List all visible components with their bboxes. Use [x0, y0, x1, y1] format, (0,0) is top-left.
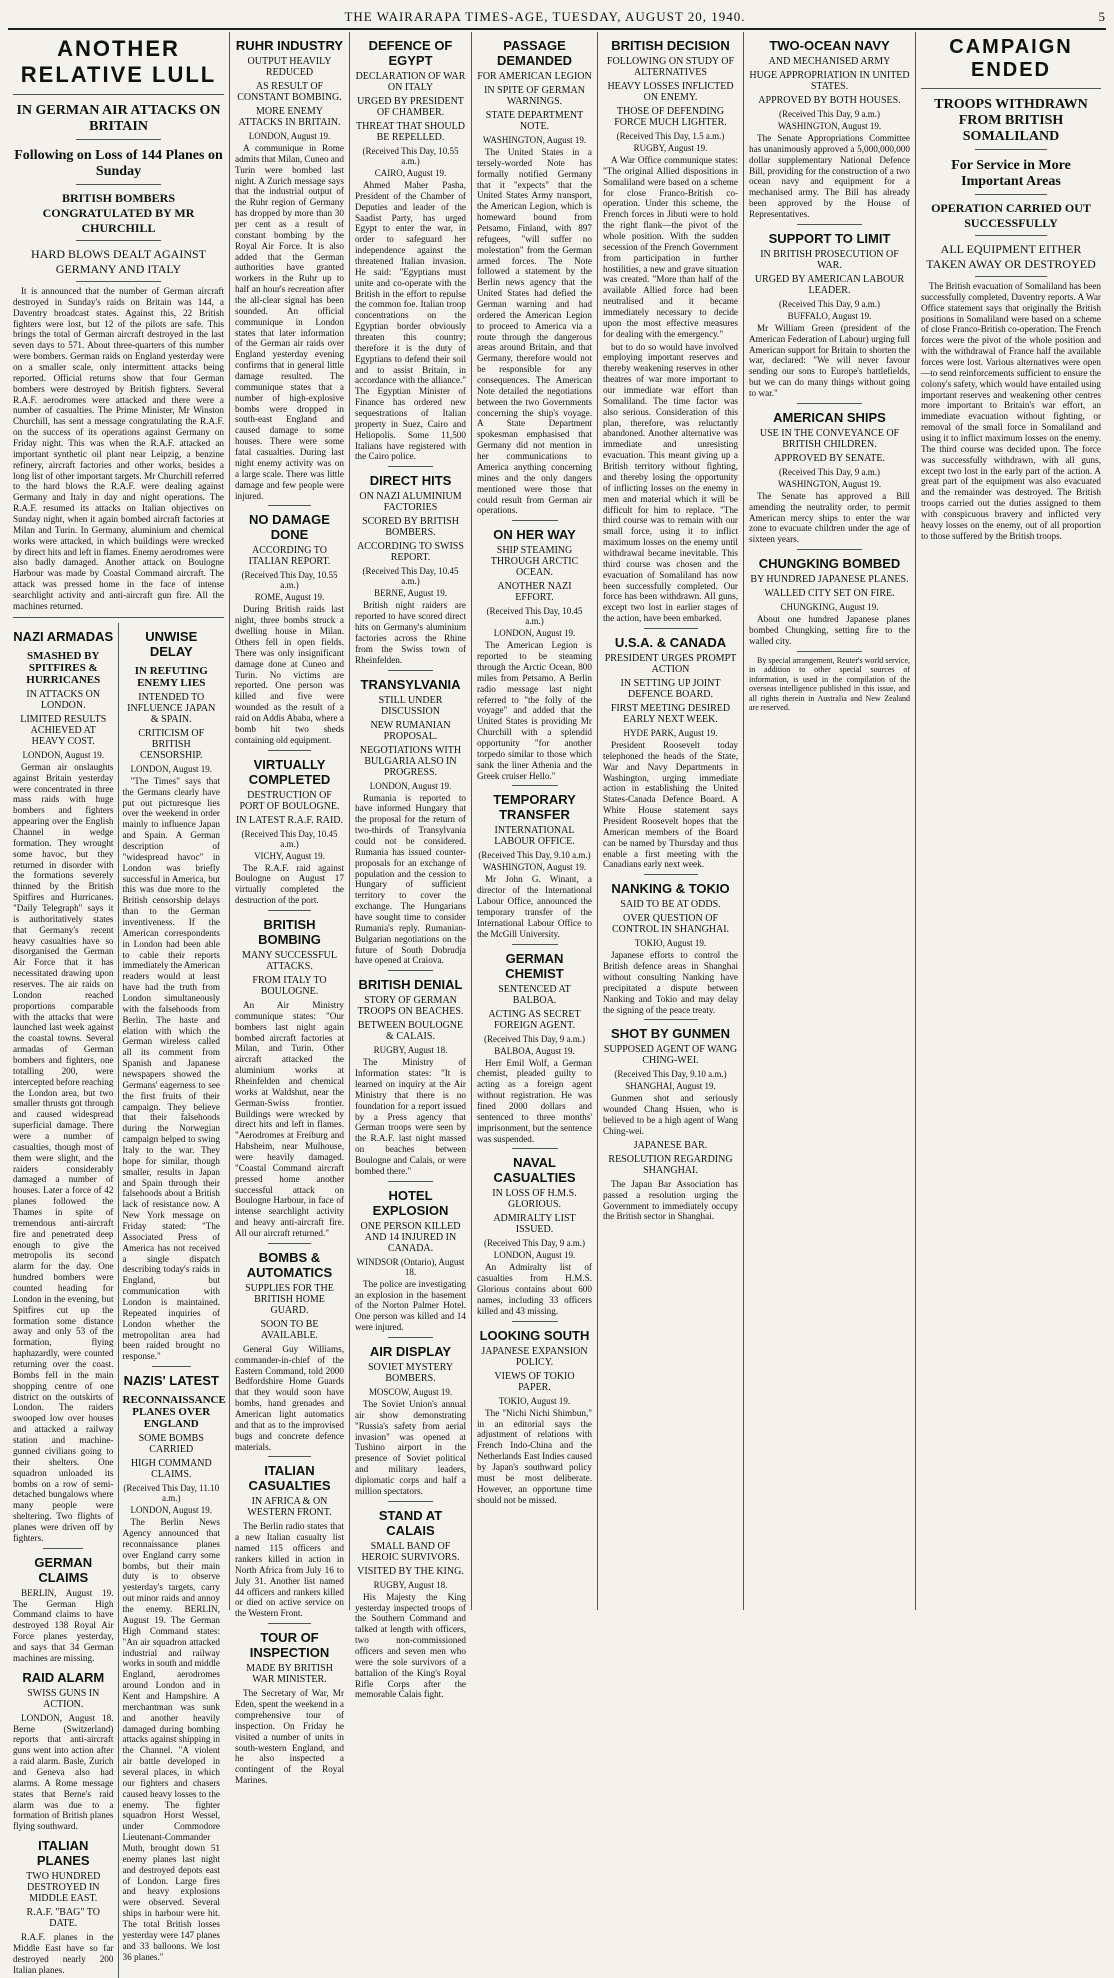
article-body: LONDON, August 18. Berne (Switzerland) reports that anti-aircraft guns went into action after a raid alarm. Basle, Zurich and Geneva also had alarms. A Rome message states that Berne's raid alarm was due to a formation of British planes flying southward.	[13, 1712, 114, 1832]
dateline: MOSCOW, August 19.	[368, 1387, 453, 1397]
subhead: INTERNATIONAL LABOUR OFFICE.	[494, 825, 575, 848]
subhead: ACCORDING TO SWISS REPORT.	[357, 541, 464, 564]
dateline: (Received This Day, 10.45 a.m.)	[241, 828, 338, 849]
subhead: THOSE OF DEFENDING FORCE MUCH LIGHTER.	[614, 106, 727, 128]
dateline: VICHY, August 19.	[254, 850, 325, 861]
subhead: DESTRUCTION OF PORT OF BOULOGNE.	[239, 789, 340, 812]
subhead: DECLARATION OF WAR ON ITALY	[355, 71, 466, 93]
article-body: The Secretary of War, Mr Eden, spent the weekend in a comprehensive tour of inspection. On Friday he visited a number of units in south-western England, and he also inspected a contingent of the Royal Marines.	[235, 1688, 344, 1786]
column-1	[8, 32, 230, 1975]
dateline: WASHINGTON, August 19.	[777, 121, 882, 131]
subhead: R.A.F. "BAG" TO DATE.	[26, 1907, 100, 1930]
subhead: STILL UNDER DISCUSSION	[378, 694, 443, 717]
subhead: INTENDED TO INFLUENCE JAPAN & SPAIN.	[127, 691, 216, 725]
headline: NAZIS' LATEST	[123, 1373, 219, 1389]
dateline: CAIRO, August 19.	[374, 168, 447, 178]
subhead: ALL EQUIPMENT EITHER TAKEN AWAY OR DESTROYED	[926, 242, 1096, 271]
dateline: BUFFALO, August 19.	[787, 310, 872, 321]
article-body: British night raiders are reported to have scored direct hits on Germany's aluminium factories across the Rhine from the Swiss town of Rheinfelden.	[355, 600, 466, 665]
headline: TWO-OCEAN NAVY	[769, 38, 890, 53]
subhead: ACCORDING TO ITALIAN REPORT.	[248, 545, 331, 568]
subhead: SMASHED BY SPITFIRES & HURRICANES	[26, 649, 101, 686]
dateline: (Received This Day, 1.5 a.m.)	[616, 131, 725, 141]
subhead: VIEWS OF TOKIO PAPER.	[494, 1370, 575, 1393]
subhead: MANY SUCCESSFUL ATTACKS.	[242, 949, 337, 972]
headline: NO DAMAGE DONE	[249, 512, 330, 543]
headline: LOOKING SOUTH	[479, 1327, 590, 1343]
headline-campaign-ended: CAMPAIGN ENDED	[921, 32, 1101, 89]
dateline: (Received This Day, 10.45 a.m.)	[362, 566, 459, 587]
headline: DIRECT HITS	[369, 473, 452, 489]
article-body: The Senate has approved a Bill amending the neutrality order, to permit American mercy ships to enter the war zone to evacuate children under the age of sixteen years.	[749, 490, 910, 545]
article-body: Rumania is reported to have informed Hungary that the proposal for the return of two-thirds of Transylvania could not be considered. Rumania has issued counter-proposals for an exchange of population and the cession to Hungary of sufficient territory to cover the exchange. The Hungarians have sought time to consider Rumania's reply. Rumanian-Bulgarian negotiations on the future of South Dobrudja have opened at Craiova.	[355, 792, 466, 966]
subhead: SHIP STEAMING THROUGH ARCTIC OCEAN.	[490, 545, 579, 579]
subhead: THREAT THAT SHOULD BE REPELLED.	[356, 121, 465, 143]
subhead: ONE PERSON KILLED AND 14 INJURED IN CANADA.	[360, 1220, 461, 1254]
dateline: (Received This Day, 9 a.m.)	[484, 1033, 585, 1044]
column-5	[598, 32, 744, 1610]
article-body: General Guy Williams, commander-in-chief of the Eastern Command, told 2000 Bedfordshire Home Guards that they would soon have bombs, hand grenades and American light automatics and that as to the improvised bugs and concrete defence materials.	[235, 1343, 344, 1452]
subhead: SOON TO BE AVAILABLE.	[260, 1318, 319, 1341]
subhead: ACTING AS SECRET FOREIGN AGENT.	[488, 1008, 581, 1031]
article-body: R.A.F. planes in the Middle East have so far destroyed nearly 200 Italian planes.	[13, 1932, 114, 1975]
article-body: A communique in Rome admits that Milan, Cuneo and Turin were bombed last night. A Zurich message says that the industrial output of the Ruhr region of Germany has dropped by more than 30 per cent as a result of constant bombing by the Royal Air Force. It is also added that the German authorities have granted workers in the Ruhr up to half an hour's recreation after the all-clear signal has been sounded. An official communique in London states that later information of the German air raids over England yesterday evening confirms that in general little damage resulted. The communique states that a number of high-explosive bombs were dropped in south-east England and caused damage to some houses. There were some fatal casualties. During last night enemy activity was on a large scale. There was little damage and few people were injured.	[235, 143, 344, 501]
subhead: STATE DEPARTMENT NOTE.	[485, 110, 584, 132]
subhead: APPROVED BY BOTH HOUSES.	[758, 95, 901, 106]
headline: DEFENCE OF EGYPT	[368, 38, 453, 68]
subhead: NEGOTIATIONS WITH BULGARIA ALSO IN PROGRESS.	[359, 744, 462, 778]
subhead: For Service in More Important Areas	[951, 158, 1071, 189]
subhead: SUPPOSED AGENT OF WANG CHING-WEI.	[603, 1044, 738, 1067]
page-number: 5	[1098, 9, 1106, 24]
dateline: LONDON, August 19.	[493, 628, 576, 639]
headline: AMERICAN SHIPS	[773, 409, 886, 425]
dateline: LONDON, August 19.	[130, 1505, 212, 1516]
headline: TRANSYLVANIA	[360, 676, 461, 692]
article-body: It is announced that the number of German aircraft destroyed in Sunday's raids on Britain was 144, a Daventry broadcast states. Against this, 22 British fighters were lost, but 12 of the pilots are safe. This brings the total of German aircraft destroyed in the last seven days to 571. About three-quarters of this number were bombers. German raids on England yesterday were on a smaller scale, only intermittent attacks being reported. Official returns show that four German bombers were destroyed by British fighters. Several R.A.F. aerodromes were attacked and there were a number of casualties. The Prime Minister, Mr Winston Churchill, has sent a message congratulating the R.A.F. on the success of its operations against Germany on Friday night. This was when the R.A.F. attacked an important synthetic oil plant near Leipzig, a benzine refinery, aircraft factories and other works, besides a long list of other important targets. Mr Churchill referred to the hard blows the R.A.F. were dealing against Germany and Italy in day and night operations. The R.A.F. resumed its attacks on Italian objectives on Sunday night, when it again bombed aircraft factories at Milan and Turin. In Germany, aluminium and chemical works were attacked, in which buildings were wrecked by direct hits and left in flames. Enemy aerodromes were also badly damaged. Another attack on Boulogne Harbour was made by Coastal Command aircraft. The attack was pressed home in the face of intense searchlight activity and anti-aircraft gun fire. All the machines returned.	[13, 286, 224, 611]
column-3	[350, 32, 472, 1700]
subhead: SCORED BY BRITISH BOMBERS.	[362, 516, 459, 539]
subhead: URGED BY AMERICAN LABOUR LEADER.	[754, 273, 905, 296]
subhead: ON NAZI ALUMINIUM FACTORIES	[359, 491, 462, 514]
headline: ITALIAN CASUALTIES	[248, 1463, 331, 1494]
dateline: RUGBY, August 18.	[373, 1045, 448, 1056]
subhead: SMALL BAND OF HEROIC SURVIVORS.	[361, 1540, 460, 1563]
headline: UNWISE DELAY	[145, 628, 198, 659]
article-body: The "Nichi Nichi Shimbun," in an editorial says the adjustment of relations with French Indo-China and the Netherlands East Indies caused by Japan's southward policy must be most deliberate. However, an opportune time should not be missed.	[477, 1407, 592, 1505]
headline: NAZI ARMADAS	[13, 628, 114, 644]
dateline: WASHINGTON, August 19.	[482, 862, 587, 873]
subhead: IN LOSS OF H.M.S. GLORIOUS.	[492, 1188, 577, 1211]
article-body: His Majesty the King yesterday inspected troops of the Southern Command and talked at length with officers, two non-commissioned officers and seven men who were the sole survivors of a battalion of the King's Royal Rifle Corps after the memorable Calais fight.	[355, 1591, 466, 1700]
dateline: TOKIO, August 19.	[634, 938, 707, 949]
subhead: AS RESULT OF CONSTANT BOMBING.	[237, 81, 342, 103]
dateline: RUGBY, August 19.	[633, 143, 708, 153]
subhead: HEAVY LOSSES INFLICTED ON ENEMY.	[607, 81, 734, 103]
headline: HOTEL EXPLOSION	[372, 1187, 449, 1218]
article-body: "The Times" says that the Germans clearly have put out picturesque lies over the weekend in order mainly to influence Japan and Spain. A German description of "widespread havoc" in London was briefly successful in America, but this was due more to the British censorship delays than to the German inventiveness. If the American correspondents in London had been able to cable their reports immediately the American readers would at least have had the truth from London simultaneously with the falsehoods from Berlin. The haste and elation with which the German wireless called all its comment from Spanish and Japanese newspapers showed the Germans' eagerness to see the first fruits of their campaign. They believe that their falsehoods during the Norwegian campaign helped to swing Italy to the war. They hope for similar, though smaller, results in Japan and Spain through their falsehoods about a British lack of resistance now. A New York message on Friday stated: "The Associated Press of America has not received a single dispatch describing today's raids in England, but communication with London is maintained. Repeated inquiries of London whether the metropolitan area had been raided brought no response."	[122, 775, 220, 1362]
article-body: President Roosevelt today telephoned the heads of the State, War and Navy Departments in Washington, urging immediate action in establishing the United States-Canada Defence Board. A White House statement says President Roosevelt hopes that the American members of the Board can be named by Thursday and thus enable a first meeting with the Canadians early next week.	[603, 739, 738, 870]
subhead: TROOPS WITHDRAWN FROM BRITISH SOMALILAND	[934, 97, 1088, 144]
dateline: LONDON, August 19.	[493, 1250, 576, 1261]
dateline: (Received This Day, 10.45 a.m.)	[486, 606, 583, 627]
dateline: (Received This Day, 9 a.m.)	[779, 466, 880, 477]
headline: RAID ALARM	[22, 1669, 105, 1685]
article-body: The police are investigating an explosion in the basement of the Norton Palmer Hotel. One person was killed and 14 were injured.	[355, 1278, 466, 1333]
dateline: LONDON, August 19.	[130, 763, 212, 774]
headline: BRITISH BOMBING	[258, 916, 321, 947]
headline: CHUNGKING BOMBED	[758, 556, 901, 572]
article-body: The R.A.F. raid against Boulogne on August 17 virtually completed the destruction of the port.	[235, 862, 344, 906]
subhead: FIRST MEETING DESIRED EARLY NEXT WEEK.	[610, 702, 731, 725]
article-body: The Senate Appropriations Committee has unanimously approved a 5,000,000,000 dollar supplementary National Defence Bill, providing for the construction of a two ocean navy and equipment for a mechanised army. The Bill has already been approved by the House of Representatives.	[749, 133, 910, 220]
masthead-title: THE WAIRARAPA TIMES-AGE, TUESDAY, AUGUST 20, 1940.	[344, 9, 746, 24]
headline: VIRTUALLY COMPLETED	[248, 756, 331, 787]
headline: NAVAL CASUALTIES	[493, 1155, 576, 1186]
dateline: TOKIO, August 19.	[498, 1395, 571, 1406]
subhead: SAID TO BE AT ODDS.	[620, 899, 721, 911]
dateline: (Received This Day, 11.10 a.m.)	[123, 1483, 220, 1504]
article-body: An Admiralty list of casualties from H.M.S. Glorious contains about 600 names, including 33 officers killed and 43 missing.	[477, 1262, 592, 1316]
dateline: (Received This Day, 9 a.m.)	[779, 298, 880, 309]
dateline: SHANGHAI, August 19.	[625, 1081, 716, 1092]
subhead: MADE BY BRITISH WAR MINISTER.	[246, 1663, 333, 1686]
dateline: (Received This Day, 9.10 a.m.)	[478, 850, 591, 861]
subhead: SOME BOMBS CARRIED	[138, 1433, 204, 1456]
dateline: (Received This Day, 9 a.m.)	[484, 1238, 585, 1249]
headline: TOUR OF INSPECTION	[249, 1630, 330, 1661]
subhead: IN SPITE OF GERMAN WARNINGS.	[484, 85, 585, 107]
article-body: Mr William Green (president of the American Federation of Labour) urging full American support for Britain to shorten the war, declared: "We will never favour sending our sons to Europe's battlefields, but we can do many things without going to war."	[749, 322, 910, 399]
dateline: LONDON, August 19.	[369, 780, 452, 791]
subhead: WALLED CITY SET ON FIRE.	[764, 588, 895, 600]
subhead: APPROVED BY SENATE.	[773, 452, 886, 464]
article-body: Ahmed Maher Pasha, President of the Chamber of Deputies and leader of the Saadist Party, has urged Egypt to enter the war, in order to safeguard her independence against the threatened Italian invasion. He said: "Egyptians must unite and co-operate with the British in the effort to repulse the common foe. Italian troop concentrations on the Egyptian border obviously threaten this country; therefore it is the duty of Egyptians to defend their soil and to assist Britain, in accordance with the alliance." The Egyptian Minister of Finance has ordered new sequestrations of Italian property in Suez, Cairo and Heliopolis. Some 11,500 Italians have registered with the Cairo police.	[355, 180, 466, 462]
dateline: BALBOA, August 19.	[494, 1045, 575, 1056]
dateline: LONDON, August 19.	[22, 749, 104, 760]
headline: TEMPORARY TRANSFER	[493, 792, 576, 823]
masthead	[8, 6, 1106, 30]
subhead: VISITED BY THE KING.	[357, 1565, 464, 1577]
article-body: Japanese efforts to control the British defence areas in Shanghai without consulting Nanking have precipitated a dispute between Nanking and Tokio and may delay the signing of the peace treaty.	[603, 950, 738, 1015]
article-body: A War Office communique states: "The original Allied dispositions in Somaliland were based on a scheme for close Franco-British co-operation. Under this scheme, the French forces in Jibuti were to hold the right flank—the pivot of the whole position. With the sudden secession of the French Government from participation in further hostilities, a new and grave situation was created. "More than half of the available Allied force had been neutralised and it became immediately necessary to decide upon the most effective measures for dealing with the emergency."	[603, 155, 738, 339]
article-body: The British evacuation of Somaliland has been successfully completed, Daventry reports. A War Office statement says that originally the British positions in Somaliland were based on a scheme of close Franco-British co-operation. The French forces were the pivot of the whole position and with the withdrawal of France half the available forces were lost. Various alternatives were open—to send reinforcements sufficient to ensure the colony's safety, which would have entailed using important reserves and weakening other centres more important to Britain's war effort, an immediate evacuation without fighting, or removal of the small force in Somaliland and using it to inflict maximum losses on the enemy. The third course was decided upon. The force was successfully withdrawn, with all guns, except two lost in the early part of the action. A great part of the equipment was also evacuated and the remainder was destroyed. The British troops carried out the duties assigned to them with conspicuous bravery and inflicted very heavy losses on the enemy, out of all proportion to those suffered by the British troops.	[921, 281, 1101, 541]
subhead: FROM ITALY TO BOULOGNE.	[252, 974, 327, 997]
headline: SUPPORT TO LIMIT	[768, 230, 891, 246]
headline: BRITISH DENIAL	[358, 977, 463, 993]
headline: PASSAGE DEMANDED	[496, 38, 573, 68]
subhead: SOVIET MYSTERY BOMBERS.	[367, 1362, 454, 1384]
dateline: (Received This Day, 10.55 a.m.)	[241, 570, 338, 591]
headline: BOMBS & AUTOMATICS	[246, 1249, 333, 1280]
subhead: FOLLOWING ON STUDY OF ALTERNATIVES	[606, 56, 735, 78]
subhead: JAPANESE BAR.	[633, 1139, 708, 1151]
subhead: BY HUNDRED JAPANESE PLANES.	[750, 574, 909, 586]
headline: ON HER WAY	[493, 527, 576, 543]
article-body: The Ministry of Information states: "It is learned on inquiry at the Air Ministry that there is no foundation for a report issued by a Press agency that German troops were seen by the R.A.F. last night massed on beaches between Boulogne and Calais, or were bombed there."	[355, 1057, 466, 1176]
dateline: WASHINGTON, August 19.	[482, 135, 587, 145]
subhead: HIGH COMMAND CLAIMS.	[130, 1458, 212, 1481]
subhead: TWO HUNDRED DESTROYED IN MIDDLE EAST.	[26, 1871, 101, 1905]
headline: AIR DISPLAY	[369, 1344, 452, 1359]
dateline: WASHINGTON, August 19.	[777, 478, 882, 489]
subhead: CRITICISM OF BRITISH CENSORSHIP.	[138, 727, 205, 761]
subhead: IN REFUTING ENEMY LIES	[134, 664, 208, 689]
subhead: SENTENCED AT BALBOA.	[498, 983, 571, 1006]
subhead: RESOLUTION REGARDING SHANGHAI.	[608, 1153, 733, 1176]
copyright-note: By special arrangement, Reuter's world service, in addition to other special sources of information, is used in the compilation of the overseas intelligence published in this issue, and all rights therein in Australia and New Zealand are reserved.	[749, 655, 910, 712]
column-7	[916, 32, 1106, 1610]
headline: U.S.A. & CANADA	[614, 634, 727, 650]
subhead: URGED BY PRESIDENT OF CHAMBER.	[357, 96, 464, 118]
headline: STAND AT CALAIS	[378, 1507, 443, 1538]
headline: ITALIAN PLANES	[36, 1838, 90, 1869]
dateline: RUGBY, August 18.	[373, 1579, 448, 1590]
subhead: HUGE APPROPRIATION IN UNITED STATES.	[749, 70, 910, 92]
dateline: LONDON, August 19.	[248, 131, 331, 141]
headline-relative-lull: ANOTHER RELATIVE LULL	[13, 32, 224, 95]
subhead: JAPANESE EXPANSION POLICY.	[481, 1345, 588, 1368]
subhead: RECONNAISSANCE PLANES OVER ENGLAND	[122, 1394, 226, 1431]
subhead: OVER QUESTION OF CONTROL IN SHANGHAI.	[611, 913, 730, 936]
headline: GERMAN CLAIMS	[34, 1554, 93, 1585]
article-body: The Soviet Union's annual air show demonstrating "Russia's safety from aerial invasion" was opened at Tushino airport in the presence of Soviet political and military leaders, diplomatic corps and half a million spectators.	[355, 1399, 466, 1496]
column-2	[230, 32, 350, 1786]
article-body: but to do so would have involved employing important reserves and thereby weakening reserves in other theatres of war more important to our immediate war effort than Somaliland. The time factor was also serious. Consideration of this plan, therefore, was reluctantly abandoned. Another alternative was immediate and unresisting evacuation. This meant giving up a British territory without fighting, and thereby losing the opportunity of inflicting losses on the enemy in men and material which it will be difficult for him to replace. "The third course was to remain with our small force, using it to inflict maximum losses on the enemy until withdrawal became inevitable. This third course was chosen and the evacuation of Somaliland has now been successfully completed. Our force has been withdrawn. All guns, except two lost in earlier stages of the action, have been embarked.	[603, 341, 738, 624]
subhead: OUTPUT HEAVILY REDUCED	[247, 56, 332, 78]
dateline: (Received This Day, 9.10 a.m.)	[614, 1069, 727, 1080]
article-body: Mr John G. Winant, a director of the International Labour Office, announced the temporary transfer of the International Labour Office to the McGill University.	[477, 874, 592, 939]
dateline: WINDSOR (Ontario), August 18.	[356, 1256, 465, 1277]
subhead: MORE ENEMY ATTACKS IN BRITAIN.	[238, 106, 341, 128]
headline: NANKING & TOKIO	[611, 881, 730, 897]
subhead: PRESIDENT URGES PROMPT ACTION	[604, 652, 737, 675]
newspaper-page	[8, 6, 1106, 1975]
subhead: ADMIRALTY LIST ISSUED.	[493, 1213, 576, 1236]
subhead: IN LATEST R.A.F. RAID.	[235, 814, 344, 826]
subhead: ANOTHER NAZI EFFORT.	[497, 581, 572, 604]
subhead: IN SETTING UP JOINT DEFENCE BOARD.	[620, 677, 721, 700]
article-body: Herr Emil Wolf, a German chemist, pleaded guilty to acting as a foreign agent without registration. He was fined 2000 dollars and sentenced to three months' imprisonment, but the sentence was suspended.	[477, 1057, 592, 1144]
subhead: HARD BLOWS DEALT AGAINST GERMANY AND ITALY	[30, 247, 206, 276]
dateline: HYDE PARK, August 19.	[623, 727, 718, 738]
subhead: USE IN THE CONVEYANCE OF BRITISH CHILDREN.	[759, 427, 900, 450]
subhead: LIMITED RESULTS ACHIEVED AT HEAVY COST.	[20, 713, 107, 747]
headline: SHOT BY GUNMEN	[611, 1026, 730, 1042]
column-4	[472, 32, 598, 1610]
dateline: (Received This Day, 10.55 a.m.)	[362, 146, 459, 166]
headline: RUHR INDUSTRY	[235, 38, 344, 53]
subhead: NEW RUMANIAN PROPOSAL.	[370, 719, 451, 742]
subhead: AND MECHANISED ARMY	[768, 56, 891, 67]
dateline: (Received This Day, 9 a.m.)	[779, 109, 880, 119]
dateline: BERNE, August 19.	[373, 588, 447, 599]
article-body: The Japan Bar Association has passed a resolution urging the Government to immediately occupy the British sector in Shanghai.	[603, 1178, 738, 1222]
headline: BRITISH DECISION	[611, 38, 730, 53]
subhead: STORY OF GERMAN TROOPS ON BEACHES.	[357, 995, 464, 1018]
article-body: German air onslaughts against Britain yesterday were concentrated in three mass raids with huge bombers and fighters appearing over the English Channel in wedge formation. They wrought some havoc, but they returned in disorder with the formations severely thinned by the British Spitfires and Hurricanes. "Daily Telegraph" says it is authoritatively states that Germany's recent heavy casualties have so disorganised the German Air Force that it has necessitated drawing upon reserves. The air raids on London reached proportions comparable with the attacks that were launched last week against the coastal towns. Several armadas of German bombers and fighters, one totalling 200, were intercepted before reaching the London area, but two smaller thrusts got through and caused widespread superficial damage. There were a number of casualties, though most of them were slight, and the raiders considerably damaged a number of houses. Later a force of 42 planes followed the Thames in spite of tremendous anti-aircraft fire and penetrated deep enough to give the metropolis its second alarm for the day. One hundred bombers were counted heading for London in the evening, but Spitfires cut up the formation some distance away and only 53 of the formation, flying haphazardly, were counted returning over the coast. Bombs fell in the main shopping centre of one district on the outskirts of London. The raiders swooped low over houses and attacked a railway station and machine-gunned civilians going to their shelters. One squadron unloaded its bombs on a row of semi-detached bungalows where many people were sheltering. Two flights of planes were driven off by fighters.	[13, 761, 114, 1543]
subhead: BETWEEN BOULOGNE & CALAIS.	[357, 1020, 464, 1043]
subhead: IN AFRICA & ON WESTERN FRONT.	[247, 1496, 332, 1519]
headline: GERMAN CHEMIST	[505, 950, 564, 981]
article-body: The American Legion is reported to be steaming through the Arctic Ocean, 800 miles from Petsamo. A Berlin radio message last night referred to "the folly of the voyage" and added that the United States is providing Mr Churchill with a splendid opportunity "for another torpedo similar to those which sank the liner Athenia and the Greek cruiser Hello."	[477, 640, 592, 781]
subhead: IN BRITISH PROSECUTION OF WAR.	[760, 248, 899, 271]
subhead: SWISS GUNS IN ACTION.	[27, 1687, 100, 1710]
dateline: CHUNGKING, August 19.	[780, 602, 879, 613]
article-body: The Berlin radio states that a new Italian casualty list named 115 officers and rankers killed in action in North Africa from July 16 to July 31. Another list named 44 officers and rankers killed or died on active service on the Western Front.	[235, 1521, 344, 1619]
subhead: IN ATTACKS ON LONDON.	[26, 688, 101, 711]
subhead: IN GERMAN AIR ATTACKS ON BRITAIN	[16, 103, 221, 134]
subhead: BRITISH BOMBERS CONGRATULATED BY MR CHURCHILL	[42, 191, 195, 235]
article-body: BERLIN, August 19. The German High Command claims to have destroyed 138 Royal Air Force planes yesterday, and says that 34 German machines are missing.	[13, 1587, 114, 1663]
subhead: FOR AMERICAN LEGION	[477, 71, 592, 82]
article-body: An Air Ministry communique states: "Our bombers last night again bombed aircraft factories at Milan, and Turin. Other aircraft attacked the aluminium works at Rheinfelden and chemical works at Waldshut, near the German-Swiss frontier. Buildings were wrecked by direct hits and left in flames. "Aerodromes at Freiburg and Habsheim, near Mulhouse, were heavily damaged. "Coastal Command aircraft pressed home another successful attack on Boulogne Harbour, in face of intense searchlight activity and heavy anti-aircraft fire. All our aircraft returned."	[235, 999, 344, 1239]
article-body: Gunmen shot and seriously wounded Chang Hsuen, who is believed to be a high agent of Wang Ching-wei.	[603, 1093, 738, 1136]
column-6	[744, 32, 916, 1610]
article-body: During British raids last night, three bombs struck a dwelling house in Milan. Others fell in open fields. There was only insignificant damage done at Cuneo and Turin. No victims are reported. One person was killed and five were wounded as the result of a raid on Addis Ababa, where a bomb hit two sheds containing old equipment.	[235, 604, 344, 745]
subhead: SUPPLIES FOR THE BRITISH HOME GUARD.	[245, 1282, 334, 1316]
article-body: The United States in a tersely-worded Note has formally notified Germany that it "expects" that the United States Army transport, the American Legion, which is homeward bound from Petsamo, Finland, with 897 refugees, "will suffer no molestation" from the German armed forces. The Note followed a statement by the Berlin news agency that the United States had defied the German warning and had ordered the American Legion to proceed to America via a route through the dangerous areas around Britain, and that Germany, therefore would not be responsible for any consequences. The American Note detailed the negotiations between the two Governments concerning the ship's voyage. A State Department spokesman emphasised that Germany did not mention in her communications to America anything concerning mines and the only dangers mentioned were those that could result from German air operations.	[477, 147, 592, 516]
subhead: OPERATION CARRIED OUT SUCCESSFULLY	[931, 201, 1091, 230]
article-body: About one hundred Japanese planes bombed Chungking, setting fire to the walled city.	[749, 614, 910, 646]
dateline: ROME, August 19.	[254, 592, 325, 603]
article-body: The Berlin News Agency announced that reconnaissance planes over England carry some bombs, but their main duty is to observe yesterday's targets, carry out minor raids and annoy the enemy. BERLIN, August 19. The German High Command states: "An air squadron attacked industrial and railway works in south and middle England, aerodromes around London and in Kent and Hampshire. A merchantman was sunk and another heavily damaged during bombing attacks against shipping in the Channel. "A violent air battle developed in several places, in which our fighters and chasers caused heavy losses to the enemy. The fighter squadron Horst Wessel, under Commodore Lieutenant-Commander Muth, brought down 51 enemy planes last night and destroyed depots east of London. Large fires and heavy explosions were observed. Several ships in harbour were hit. The total British losses yesterday were 147 planes and 33 balloons. We lost 36 planes."	[122, 1517, 220, 1962]
subhead: Following on Loss of 144 Planes on Sunday	[14, 148, 223, 179]
